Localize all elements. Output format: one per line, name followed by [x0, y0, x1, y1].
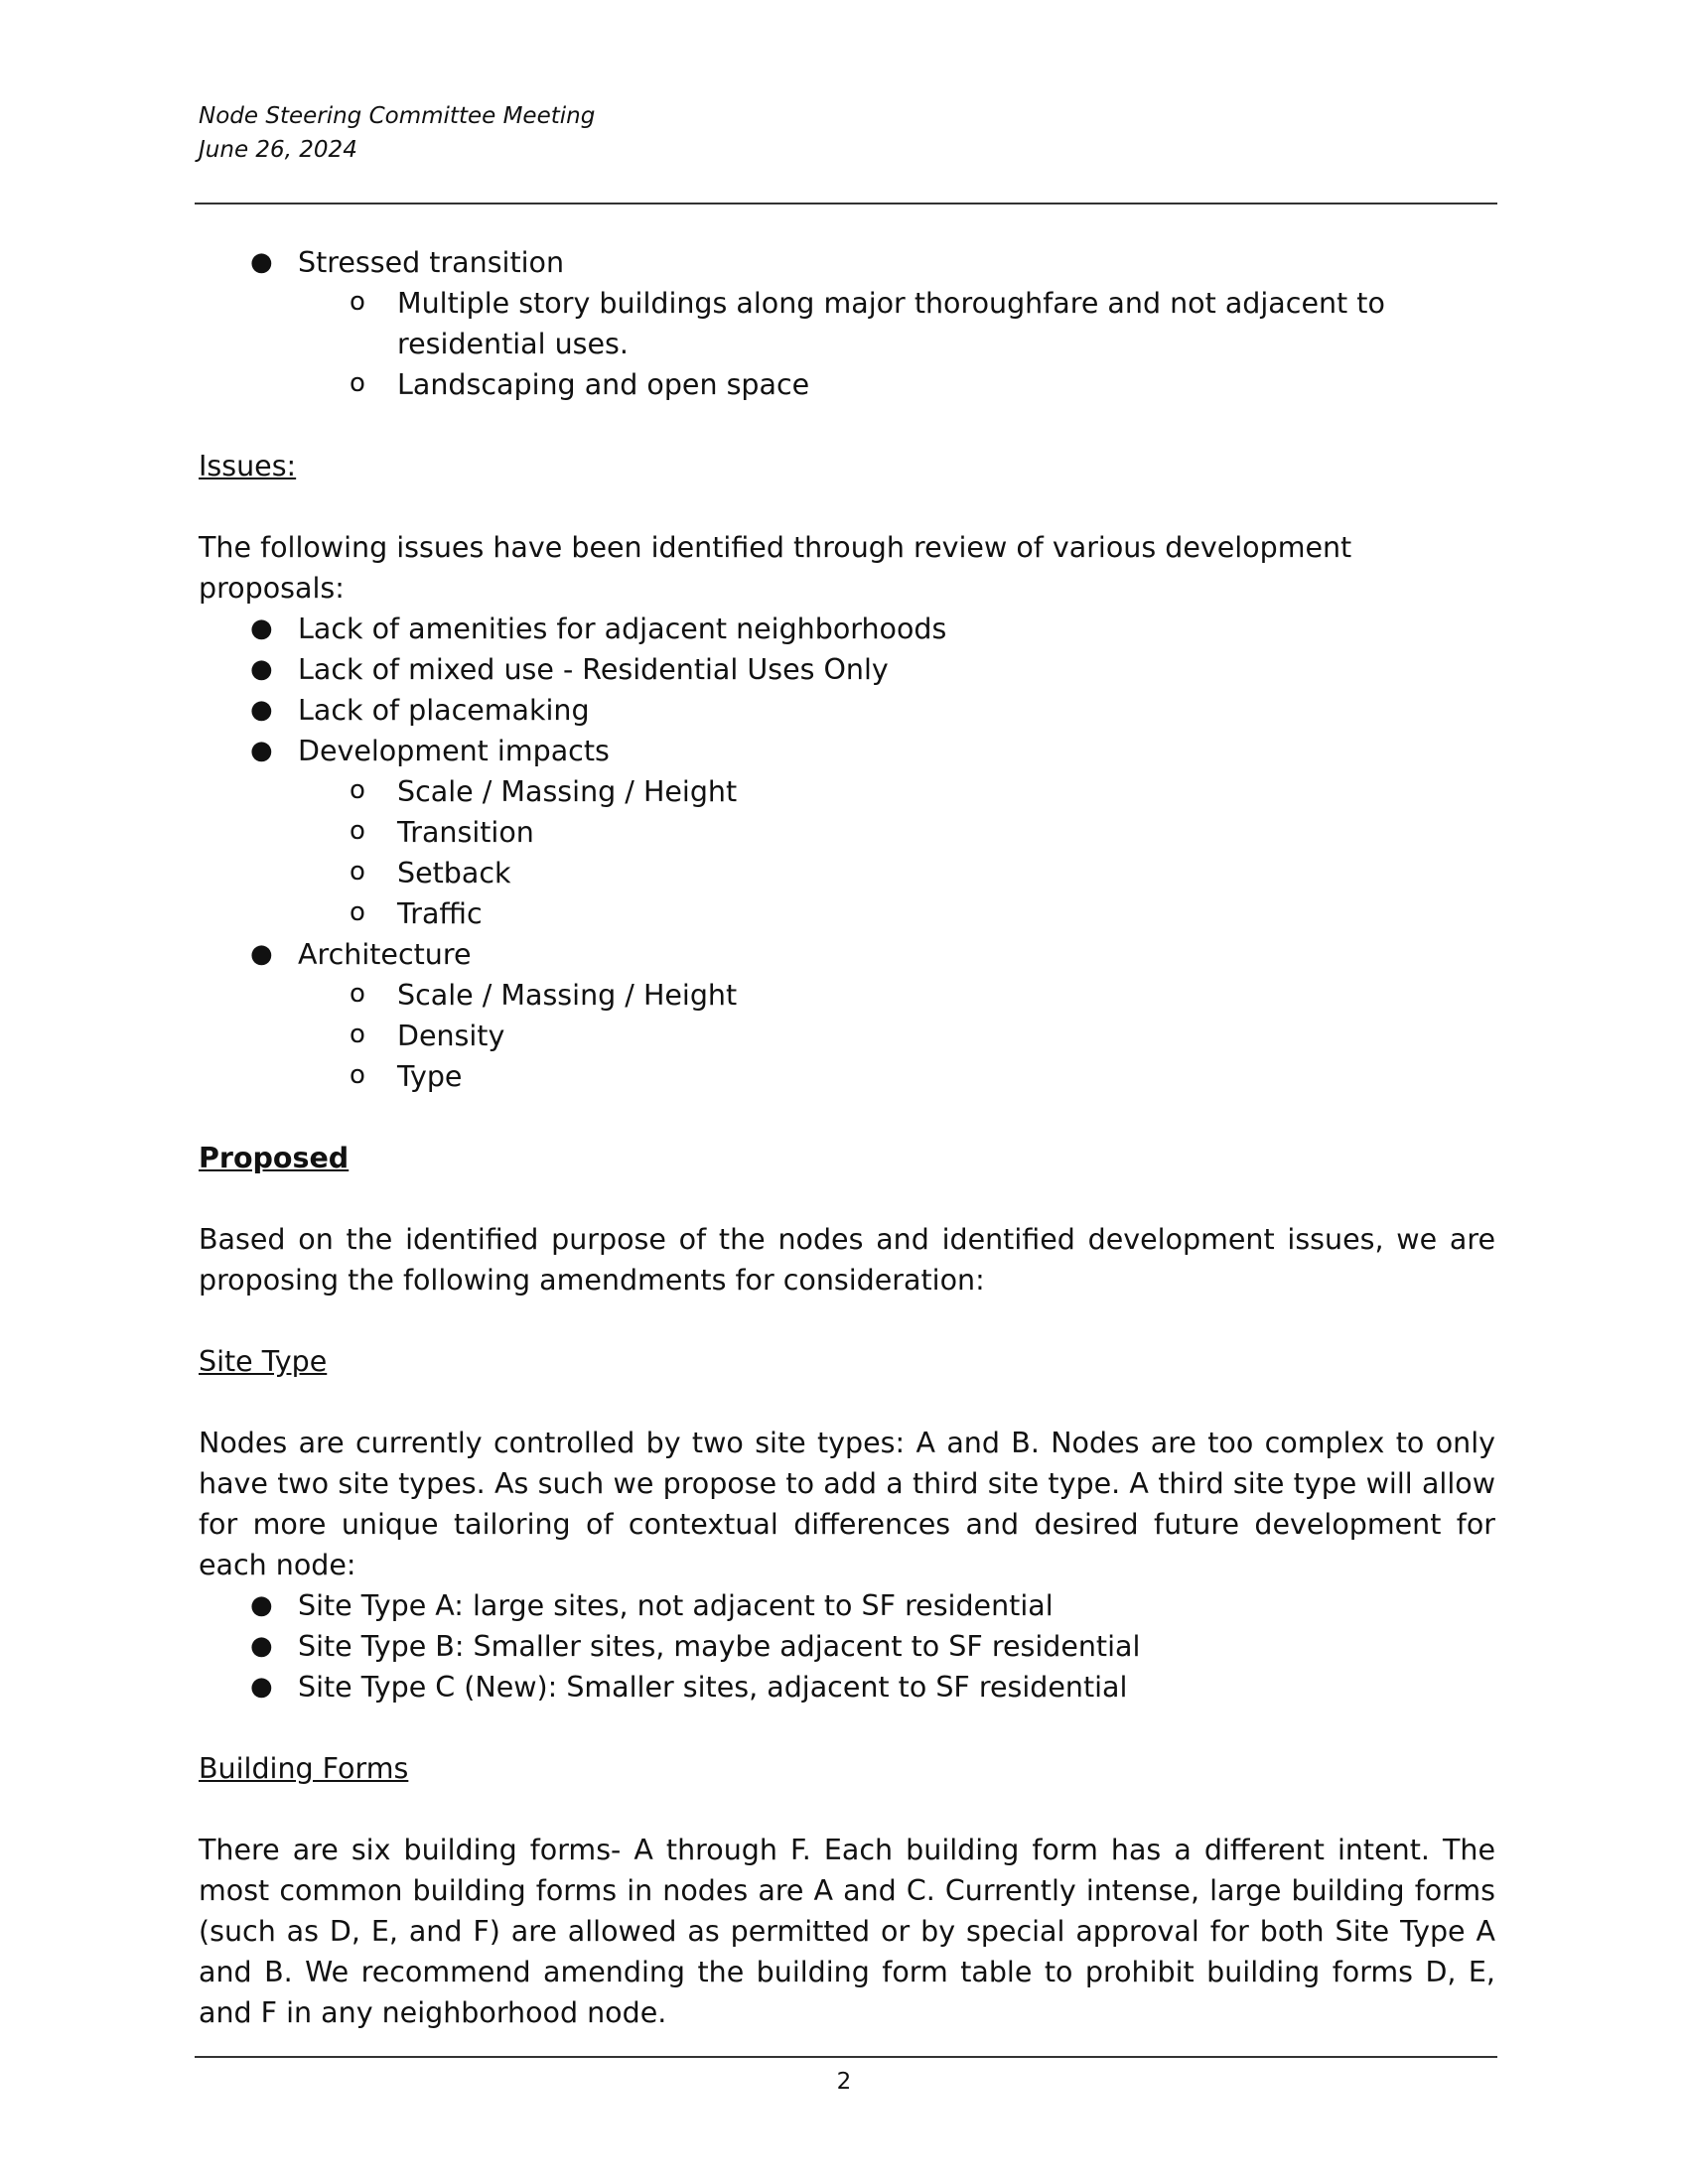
sub-list-item: [199, 1016, 1495, 1056]
sub-list-item: [199, 364, 1495, 405]
list-item: [199, 649, 1495, 690]
building-forms-heading: Building Forms: [199, 1752, 409, 1785]
sub-bullet-icon: o: [350, 287, 365, 317]
sub-list-item-text: Traffic: [397, 897, 483, 930]
sub-list-item: [199, 1056, 1495, 1097]
list-item: [199, 690, 1495, 731]
sub-list-item: [199, 975, 1495, 1016]
sub-bullet-icon: o: [350, 979, 365, 1009]
issues-heading: Issues:: [199, 450, 297, 482]
intro-list: [199, 242, 1495, 405]
bullet-icon: ●: [250, 614, 273, 643]
list-item-text: Lack of mixed use - Residential Uses Only: [298, 653, 889, 686]
sub-list-item-text: Multiple story buildings along major thoroughfare and not adjacent to residential uses.: [397, 287, 1385, 360]
site-type-heading: Site Type: [199, 1345, 328, 1378]
document-header: [199, 99, 595, 167]
list-item-text: Lack of amenities for adjacent neighborhoods: [298, 613, 947, 645]
sub-bullet-icon: o: [350, 857, 365, 887]
sub-bullet-icon: o: [350, 816, 365, 846]
sub-list-item-text: Setback: [397, 857, 511, 889]
proposed-intro: Based on the identified purpose of the nodes and identified development issues, we are proposing the following amendments for consideration:: [199, 1223, 1495, 1297]
page-number: 2: [836, 2069, 852, 2095]
issues-intro: The following issues have been identified through review of various development proposals:: [199, 531, 1352, 605]
sub-list-item-text: Density: [397, 1020, 505, 1052]
list-item-text: Site Type A: large sites, not adjacent to SF residential: [298, 1589, 1054, 1622]
proposed-heading: Proposed: [199, 1142, 350, 1174]
sub-list-item: [199, 812, 1495, 853]
sub-list-item: [199, 893, 1495, 934]
sub-bullet-icon: o: [350, 1060, 365, 1090]
bullet-icon: ●: [250, 695, 273, 725]
site-type-body: Nodes are currently controlled by two site types: A and B. Nodes are too complex to only have two site types. As such we propose to add a third site type. A third site type will allow for more unique tailoring of contextual differences and desired future development for each node:: [199, 1427, 1495, 1581]
meeting-date: June 26, 2024: [199, 137, 357, 163]
sub-list-item-text: Transition: [397, 816, 534, 849]
list-item-text: Development impacts: [298, 735, 610, 767]
list-item: [199, 1585, 1495, 1626]
sub-list-item: [199, 853, 1495, 893]
sub-list-item: [199, 771, 1495, 812]
site-type-list: [199, 1585, 1495, 1707]
document-body: [199, 242, 1495, 2033]
sub-list-item-text: Landscaping and open space: [397, 368, 810, 401]
list-item-text: Stressed transition: [298, 246, 565, 279]
sub-bullet-icon: o: [350, 368, 365, 398]
list-item: [199, 1626, 1495, 1667]
bullet-icon: ●: [250, 736, 273, 765]
list-item-text: Site Type B: Smaller sites, maybe adjacent to SF residential: [298, 1630, 1141, 1663]
list-item: [199, 1667, 1495, 1707]
bullet-icon: ●: [250, 1631, 273, 1661]
sub-list-item: [199, 283, 1495, 364]
sub-bullet-icon: o: [350, 1020, 365, 1049]
list-item-text: Lack of placemaking: [298, 694, 590, 727]
sub-list-item-text: Scale / Massing / Height: [397, 775, 738, 808]
bullet-icon: ●: [250, 247, 273, 277]
list-item: [199, 609, 1495, 649]
bullet-icon: ●: [250, 1672, 273, 1702]
issues-list: [199, 609, 1495, 1097]
footer-divider: [195, 2056, 1497, 2058]
sub-bullet-icon: o: [350, 775, 365, 805]
bullet-icon: ●: [250, 654, 273, 684]
list-item: [199, 934, 1495, 975]
bullet-icon: ●: [250, 939, 273, 969]
building-forms-body: There are six building forms- A through F. Each building form has a different intent. The most common building forms in nodes are A and C. Currently intense, large building forms (such as D, E, and F) are allowed as permitted or by special approval for both Site Type A and B. We recommend amending the building form table to prohibit building forms D, E, and F in any neighborhood node.: [199, 1834, 1495, 2029]
sub-list-item-text: Type: [397, 1060, 463, 1093]
bullet-icon: ●: [250, 1590, 273, 1620]
meeting-title: Node Steering Committee Meeting: [199, 103, 596, 129]
sub-bullet-icon: o: [350, 897, 365, 927]
list-item: [199, 242, 1495, 283]
list-item-text: Site Type C (New): Smaller sites, adjacent to SF residential: [298, 1671, 1128, 1704]
list-item: [199, 731, 1495, 771]
list-item-text: Architecture: [298, 938, 472, 971]
sub-list-item-text: Scale / Massing / Height: [397, 979, 738, 1012]
header-divider: [195, 203, 1497, 205]
